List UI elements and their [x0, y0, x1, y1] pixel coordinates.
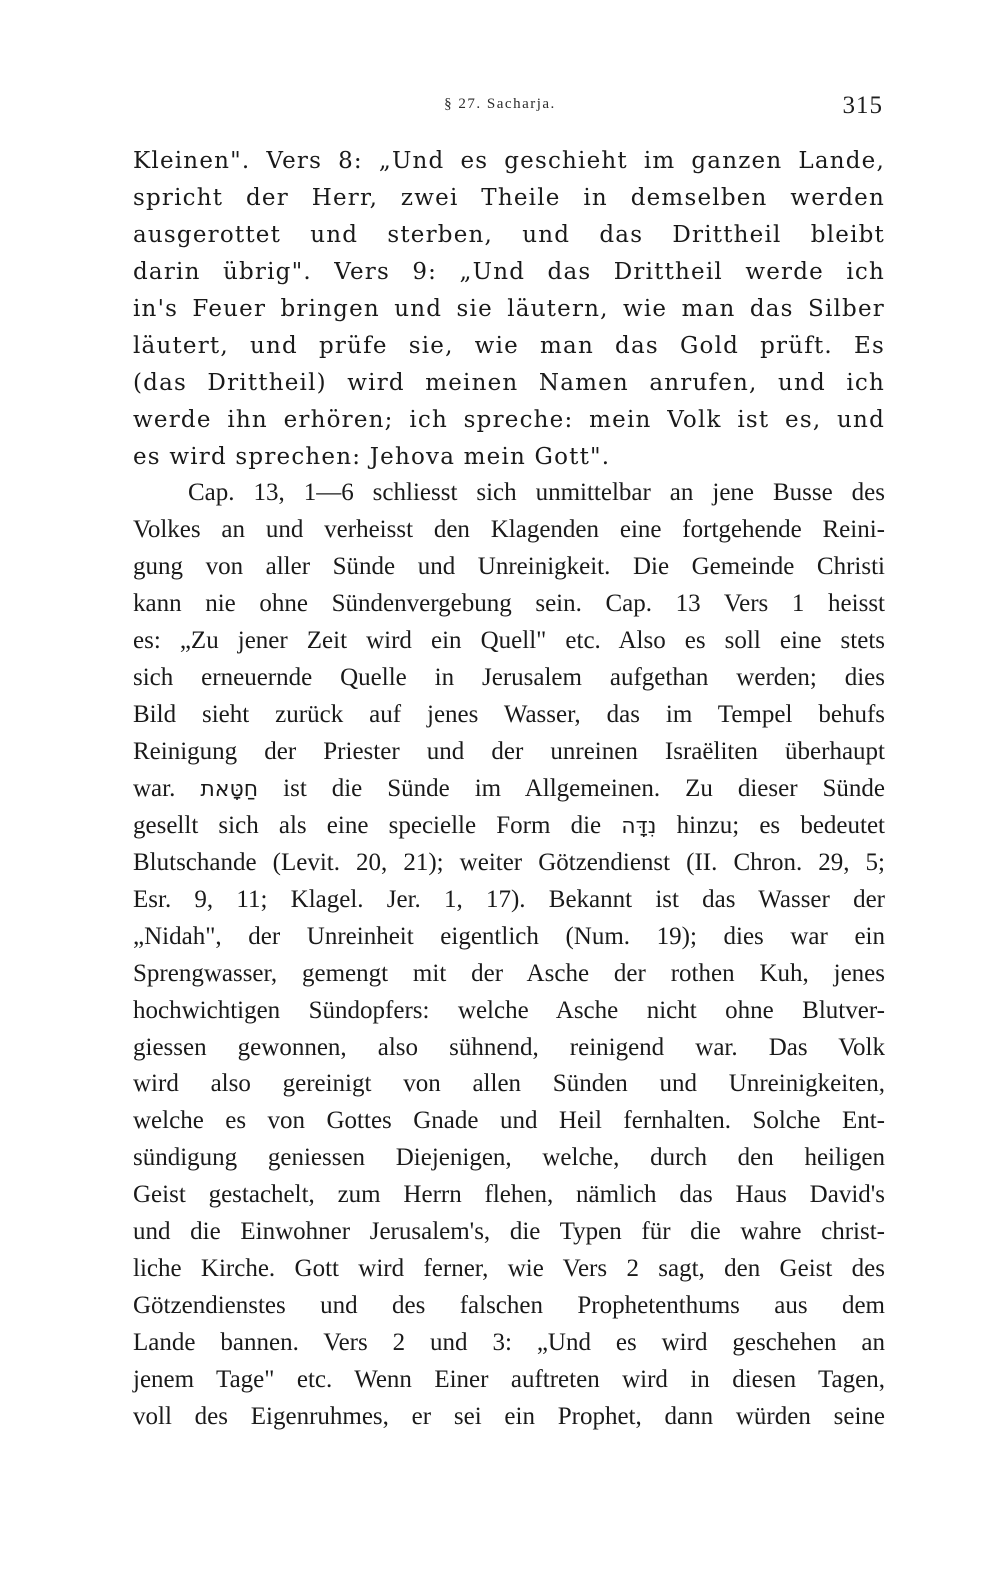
- page-number: 315: [842, 92, 883, 119]
- text-line: sündigung geniessen Diejenigen, welche, durch den heiligen: [133, 1144, 885, 1172]
- text-line: liche Kirche. Gott wird ferner, wie Vers 2 sagt, den Geist des: [133, 1255, 885, 1283]
- text-line: es: „Zu jener Zeit wird ein Quell" etc. Also es soll eine stets: [133, 627, 885, 655]
- text-line: Geist gestachelt, zum Herrn flehen, nämlich das Haus David's: [133, 1181, 885, 1209]
- body-text: [133, 143, 885, 1436]
- text-line: Bild sieht zurück auf jenes Wasser, das im Tempel behufs: [133, 701, 885, 729]
- text-line: hochwichtigen Sündopfers: welche Asche nicht ohne Blutver-: [133, 996, 885, 1024]
- text-line: jenem Tage" etc. Wenn Einer auftreten wird in diesen Tagen,: [133, 1365, 885, 1393]
- text-line: voll des Eigenruhmes, er sei ein Prophet, dann würden seine: [133, 1402, 885, 1430]
- text-line: (das Drittheil) wird meinen Namen anrufen, und ich: [133, 369, 885, 396]
- text-fragment: ist die Sünde im Allgemeinen. Zu dieser Sünde: [283, 774, 886, 802]
- text-line: spricht der Herr, zwei Theile in demselben werden: [133, 184, 885, 211]
- text-line: Reinigung der Priester und der unreinen Israëliten überhaupt: [133, 738, 885, 765]
- text-line: kann nie ohne Sündenvergebung sein. Cap. 13 Vers 1 heisst: [133, 590, 885, 618]
- text-line: werde ihn erhören; ich spreche: mein Volk ist es, und: [133, 406, 885, 433]
- text-fragment: hinzu; es bedeutet: [676, 811, 886, 839]
- text-line: Volkes an und verheisst den Klagenden eine fortgehende Reini-: [133, 516, 885, 544]
- text-line: Götzendienstes und des falschen Prophetenthums aus dem: [133, 1292, 885, 1320]
- text-line: sich erneuernde Quelle in Jerusalem aufgethan werden; dies: [133, 664, 885, 692]
- text-line: in's Feuer bringen und sie läutern, wie man das Silber: [133, 295, 885, 322]
- text-line: gung von aller Sünde und Unreinigkeit. Die Gemeinde Christi: [133, 553, 885, 581]
- text-fragment: war.: [133, 774, 176, 802]
- paragraph-commentary: [133, 475, 885, 1435]
- text-line: wird also gereinigt von allen Sünden und Unreinigkeiten,: [133, 1070, 885, 1098]
- running-head: [0, 92, 1000, 122]
- text-line: und die Einwohner Jerusalem's, die Typen für die wahre christ-: [133, 1218, 885, 1246]
- text-line: es wird sprechen: Jehova mein Gott".: [133, 443, 611, 470]
- text-line: „Nidah", der Unreinheit eigentlich (Num. 19); dies war ein: [133, 922, 885, 950]
- text-line: ausgerottet und sterben, und das Drittheil bleibt: [133, 221, 885, 248]
- text-line: Blutschande (Levit. 20, 21); weiter Götzendienst (II. Chron. 29, 5;: [133, 848, 885, 876]
- text-line-hebrew-chattat: [133, 771, 885, 808]
- text-line: giessen gewonnen, also sühnend, reinigend war. Das Volk: [133, 1033, 885, 1061]
- text-line: darin übrig". Vers 9: „Und das Drittheil werde ich: [133, 258, 885, 285]
- hebrew-word: חַטָּאת: [200, 776, 259, 802]
- text-line: läutert, und prüfe sie, wie man das Gold prüft. Es: [133, 332, 885, 359]
- text-line: Kleinen". Vers 8: „Und es geschieht im ganzen Lande,: [133, 148, 885, 174]
- hebrew-word: נִדָּה: [621, 813, 657, 839]
- text-line: welche es von Gottes Gnade und Heil fernhalten. Solche Ent-: [133, 1107, 885, 1135]
- section-title: § 27. Sacharja.: [444, 96, 556, 112]
- text-line-hebrew-niddah: [133, 808, 885, 845]
- text-line: Lande bannen. Vers 2 und 3: „Und es wird geschehen an: [133, 1329, 885, 1356]
- text-line: Esr. 9, 11; Klagel. Jer. 1, 17). Bekannt ist das Wasser der: [133, 885, 885, 913]
- text-line: Sprengwasser, gemengt mit der Asche der rothen Kuh, jenes: [133, 959, 885, 987]
- text-line: Cap. 13, 1—6 schliesst sich unmittelbar an jene Busse des: [188, 479, 885, 507]
- text-fragment: gesellt sich als eine specielle Form die: [133, 811, 602, 839]
- paragraph-verse-quote: [133, 143, 885, 475]
